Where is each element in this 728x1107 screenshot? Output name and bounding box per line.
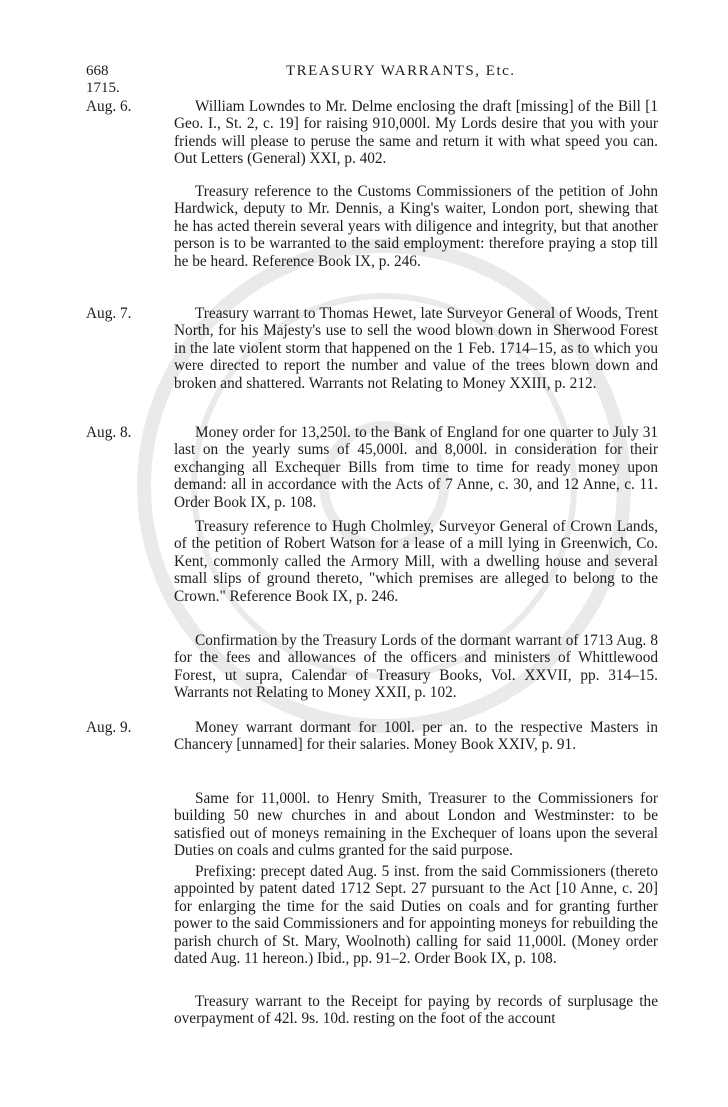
entry-text: Same for 11,000l. to Henry Smith, Treasurer to the Commissioners for building 50 new churches in and about London and Westminster: to be satisfied out of moneys remaining in the Exchequer of loans upon the several Duties on coals and culms granted for the said purpose. <box>174 790 658 860</box>
entry-text: Money order for 13,250l. to the Bank of England for one quarter to July 31 last on the yearly sums of 45,000l. and 8,000l. in consideration for their exchanging all Exchequer Bills from time to time for ready money upon demand: all in accordance with the Acts of 7 Anne, c. 30, and 12 Anne, c. 11. Order Book IX, p. 108. <box>174 424 658 511</box>
entry-date: Aug. 7. <box>86 305 132 322</box>
page-number: 668 <box>86 63 109 79</box>
entry-date: Aug. 9. <box>86 719 132 736</box>
entry-text: William Lowndes to Mr. Delme enclosing the draft [missing] of the Bill [1 Geo. I., St. 2, c. 19] for raising 910,000l. My Lords desire that you with your friends will please to peruse the same and return it with what speed you can. Out Letters (General) XXI, p. 402. <box>174 98 658 168</box>
entry-text: Confirmation by the Treasury Lords of the dormant warrant of 1713 Aug. 8 for the fees and allowances of the officers and ministers of Whittlewood Forest, ut supra, Calendar of Treasury Books, Vol. XXVII, pp. 314–15. Warrants not Relating to Money XXII, p. 102. <box>174 632 658 702</box>
entry-text: Treasury reference to the Customs Commissioners of the petition of John Hardwick, deputy to Mr. Dennis, a King's waiter, London port, shewing that he has acted therein several years with diligence and integrity, but that another person is to be warranted to the said employment: therefore praying a stop till he be heard. Reference Book IX, p. 246. <box>174 183 658 270</box>
entry-text: Money warrant dormant for 100l. per an. to the respective Masters in Chancery [unnamed] for their salaries. Money Book XXIV, p. 91. <box>174 719 658 754</box>
entry-text: Treasury warrant to Thomas Hewet, late Surveyor General of Woods, Trent North, for his Majesty's use to sell the wood blown down in Sherwood Forest in the late violent storm that happened on the 1 Feb. 1714–15, as to which you were directed to report the number and value of the trees blown down and broken and shattered. Warrants not Relating to Money XXIII, p. 212. <box>174 305 658 392</box>
entry-text: Treasury warrant to the Receipt for paying by records of surplusage the overpayment of 42l. 9s. 10d. resting on the foot of the account <box>174 993 658 1028</box>
year-label: 1715. <box>86 80 120 96</box>
entry-text: Prefixing: precept dated Aug. 5 inst. from the said Commissioners (thereto appointed by patent dated 1712 Sept. 27 pursuant to the Act [10 Anne, c. 20] for enlarging the time for the said Duties on coals and for granting further power to the said Commissioners and for appointing moneys for rebuilding the parish church of St. Mary, Woolnoth) calling for said 11,000l. (Money order dated Aug. 11 hereon.) Ibid., pp. 91–2. Order Book IX, p. 108. <box>174 863 658 968</box>
entry-date: Aug. 8. <box>86 424 132 441</box>
entry-text: Treasury reference to Hugh Cholmley, Surveyor General of Crown Lands, of the petition of Robert Watson for a lease of a mill lying in Greenwich, Co. Kent, commonly called the Armory Mill, with a dwelling house and several small slips of ground thereto, "which premises are alleged to belong to the Crown." Reference Book IX, p. 246. <box>174 518 658 605</box>
entry-date: Aug. 6. <box>86 98 132 115</box>
running-title: TREASURY WARRANTS, Etc. <box>286 63 516 79</box>
